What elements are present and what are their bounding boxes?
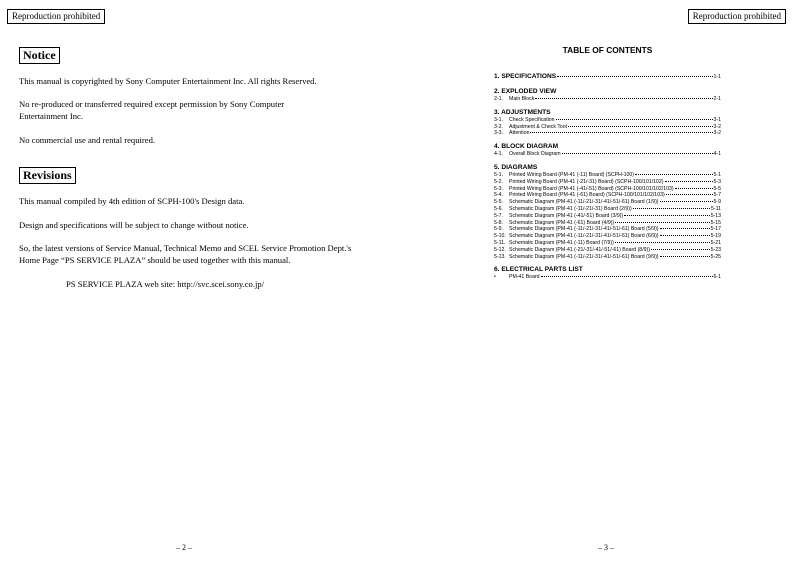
- leader-dots: [651, 249, 710, 250]
- leader-dots: [660, 201, 713, 202]
- toc-entry: [494, 130, 721, 137]
- toc-page-ref: 5-15: [710, 219, 721, 226]
- toc-page-ref: 5-17: [710, 226, 721, 233]
- toc-entry-title: Schematic Diagram (PM-41 (-21/-31/-41/-51/-61) Board (8/9)): [509, 246, 650, 253]
- toc-section-electrical-parts-list: [494, 265, 721, 281]
- toc-entry-title: Adjustment & Check Tool: [509, 123, 567, 130]
- toc-entry-title: Schematic Diagram (PM-41 (-11/-21/-31/-41/-51/-61) Board (1/9)): [509, 199, 659, 206]
- toc-entry: [494, 179, 721, 186]
- toc-entry: [494, 96, 721, 103]
- toc-entry: [494, 247, 721, 254]
- toc-section-adjustments: [494, 108, 721, 137]
- left-page-number: – 2 –: [176, 543, 192, 552]
- toc-page-ref: 5-9: [713, 199, 721, 206]
- revisions-change-paragraph: Design and specifications will be subject to change without notice.: [19, 220, 249, 230]
- toc-entry-title: Printed Wiring Board (PM-41 (-41/-51) Board) (SCPH-100/101/102/103): [509, 185, 674, 192]
- toc-entry: [494, 117, 721, 124]
- toc-entry-title: Schematic Diagram (PM-41 (-11/-21/-31/-41/-51/-61) Board (9/9)): [509, 253, 659, 260]
- toc-entry-title: Attention: [509, 130, 530, 137]
- toc-entry: [494, 172, 721, 179]
- toc-entry-title: PM-41 Board: [509, 274, 540, 281]
- leader-dots: [666, 194, 713, 195]
- toc-section-heading: 4. BLOCK DIAGRAM: [494, 143, 559, 151]
- toc-section-heading: 2. EXPLODED VIEW: [494, 88, 557, 95]
- toc-entry: [494, 274, 721, 281]
- leader-dots: [635, 174, 712, 175]
- toc-entry: [494, 213, 721, 220]
- toc-entry-number: 5-1.: [494, 171, 503, 178]
- revisions-edition-paragraph: This manual compiled by 4th edition of SCPH-100's Design data.: [19, 196, 245, 206]
- toc-entry-title: Printed Wiring Board (PM-41 (-61) Board) (SCPH-100/101/102/103): [509, 192, 665, 199]
- toc-title: TABLE OF CONTENTS: [562, 45, 653, 55]
- notice-commercial-paragraph: No commercial use and rental required.: [19, 135, 156, 145]
- toc-entry-title: Schematic Diagram (PM-41 (-11/-21/-31) Board (2/9)): [509, 205, 632, 212]
- table-of-contents: [494, 72, 721, 286]
- toc-entry-title: Schematic Diagram (PM-41 (-61) Board (4/9)): [509, 219, 615, 226]
- notice-heading: Notice: [19, 47, 60, 64]
- toc-entry-number: 5-2.: [494, 178, 503, 185]
- toc-section-heading: 5. DIAGRAMS: [494, 163, 538, 171]
- leader-dots: [624, 215, 709, 216]
- leader-dots: [665, 181, 713, 182]
- leader-dots: [562, 153, 713, 154]
- leader-dots: [675, 188, 713, 189]
- leader-dots: [660, 256, 710, 257]
- toc-page-ref: 5-5: [713, 185, 721, 192]
- toc-entry: [494, 226, 721, 233]
- toc-page-ref: 4-1: [713, 151, 721, 158]
- leader-dots: [530, 132, 712, 133]
- toc-page-ref: 5-19: [710, 233, 721, 240]
- toc-section-specifications: [494, 72, 721, 82]
- toc-section-diagrams: [494, 163, 721, 260]
- leader-dots: [615, 242, 710, 243]
- toc-page-ref: 5-25: [710, 253, 721, 260]
- revisions-heading: Revisions: [19, 167, 76, 184]
- leader-dots: [557, 76, 712, 77]
- toc-entry: [494, 199, 721, 206]
- toc-entry-title: Printed Wiring Board (PM-41 (-21/-31) Board) (SCPH-100/101/102): [509, 178, 664, 185]
- toc-section-heading: 3. ADJUSTMENTS: [494, 108, 551, 116]
- toc-entry-title: Schematic Diagram (PM-41 (-11/-21/-31/-41/-51/-61) Board (6/9)): [509, 233, 659, 240]
- toc-entry-number: 5-12.: [494, 246, 506, 253]
- toc-entry-number: 5-11.: [494, 239, 506, 246]
- toc-page-ref: 5-11: [711, 205, 721, 212]
- toc-entry-title: Schematic Diagram (PM-41 (-41/-51) Board (3/9)): [509, 212, 624, 219]
- toc-page-ref: 5-21: [710, 239, 721, 246]
- toc-entry-number: 5-6.: [494, 205, 503, 212]
- toc-entry: [494, 220, 721, 227]
- toc-entry: [494, 206, 721, 213]
- toc-entry-number: 5-5.: [494, 199, 503, 206]
- toc-entry-title: Schematic Diagram (PM-41 (-11/-21/-31/-41/-51/-61) Board (5/9)): [509, 226, 659, 233]
- toc-entry: [494, 240, 721, 247]
- toc-entry-number: 5-3.: [494, 185, 503, 192]
- toc-section-heading: 1. SPECIFICATIONS: [494, 73, 557, 80]
- toc-entry-number: 4-1.: [494, 151, 503, 158]
- toc-entry: [494, 151, 721, 158]
- toc-entry-title: Overall Block Diagram: [509, 151, 561, 158]
- leader-dots: [541, 276, 713, 277]
- notice-copyright-paragraph: This manual is copyrighted by Sony Computer Entertainment Inc. All rights Reserved.: [19, 76, 317, 86]
- leader-dots: [556, 119, 713, 120]
- toc-entry-number: •: [494, 274, 496, 281]
- toc-entry-title: Printed Wiring Board (PM-41 (-11) Board) (SCPH-100): [509, 171, 635, 178]
- toc-section-heading: 6. ELECTRICAL PARTS LIST: [494, 266, 583, 274]
- right-page-number: – 3 –: [598, 543, 614, 552]
- reproduction-prohibited-stamp-right: Reproduction prohibited: [688, 9, 786, 24]
- notice-reproduction-paragraph: No re-produced or transferred required except permission by Sony Computer Entertainment Inc.: [19, 99, 285, 121]
- toc-page-ref: 3-2: [713, 130, 721, 137]
- toc-entry-number: 5-7.: [494, 212, 503, 219]
- website-line: PS SERVICE PLAZA web site: http://svc.scei.sony.co.jp/: [66, 279, 265, 289]
- toc-page-ref: 6-1: [713, 274, 721, 281]
- toc-entry-number: 5-8.: [494, 219, 503, 226]
- toc-page-ref: 5-13: [710, 212, 721, 219]
- toc-entry-number: 5-13.: [494, 253, 506, 260]
- toc-entry-number: 5-4.: [494, 192, 503, 199]
- leader-dots: [615, 222, 709, 223]
- toc-entry-number: 2-1.: [494, 96, 503, 102]
- toc-entry: [494, 254, 721, 261]
- leader-dots: [535, 98, 712, 99]
- toc-section-block-diagram: [494, 142, 721, 158]
- toc-page-ref: 3-2: [713, 123, 721, 130]
- toc-entry: [494, 124, 721, 131]
- toc-entry: [494, 233, 721, 240]
- toc-entry: [494, 186, 721, 193]
- toc-entry-title: Schematic Diagram (PM-41 (-11) Board (7/9)): [509, 239, 614, 246]
- revisions-latest-versions-paragraph: So, the latest versions of Service Manual, Technical Memo and SCEI. Service Promotion Dept.'s Home Page “PS SERVICE PLAZA” should be used together with this manual.: [19, 243, 352, 265]
- toc-entry-title: Main Block: [509, 96, 535, 102]
- reproduction-prohibited-stamp-left: Reproduction prohibited: [7, 9, 105, 24]
- toc-section-exploded-view: [494, 87, 721, 103]
- toc-page-ref: 1-1: [713, 74, 721, 80]
- toc-page-ref: 2-1: [713, 96, 721, 102]
- toc-page-ref: 5-3: [713, 178, 721, 185]
- leader-dots: [660, 228, 710, 229]
- toc-page-ref: 5-23: [710, 246, 721, 253]
- leader-dots: [568, 126, 713, 127]
- toc-entry-number: 3-2.: [494, 123, 503, 130]
- toc-entry-number: 5-9.: [494, 226, 503, 233]
- leader-dots: [660, 235, 710, 236]
- toc-entry-number: 3-1.: [494, 116, 503, 123]
- toc-page-ref: 3-1: [713, 116, 721, 123]
- toc-page-ref: 5-7: [713, 192, 721, 199]
- toc-entry-number: 5-10.: [494, 233, 506, 240]
- toc-entry-number: 3-3.: [494, 130, 503, 137]
- toc-entry-title: Check Specification: [509, 116, 555, 123]
- leader-dots: [633, 208, 710, 209]
- toc-page-ref: 5-1: [713, 171, 721, 178]
- toc-entry: [494, 192, 721, 199]
